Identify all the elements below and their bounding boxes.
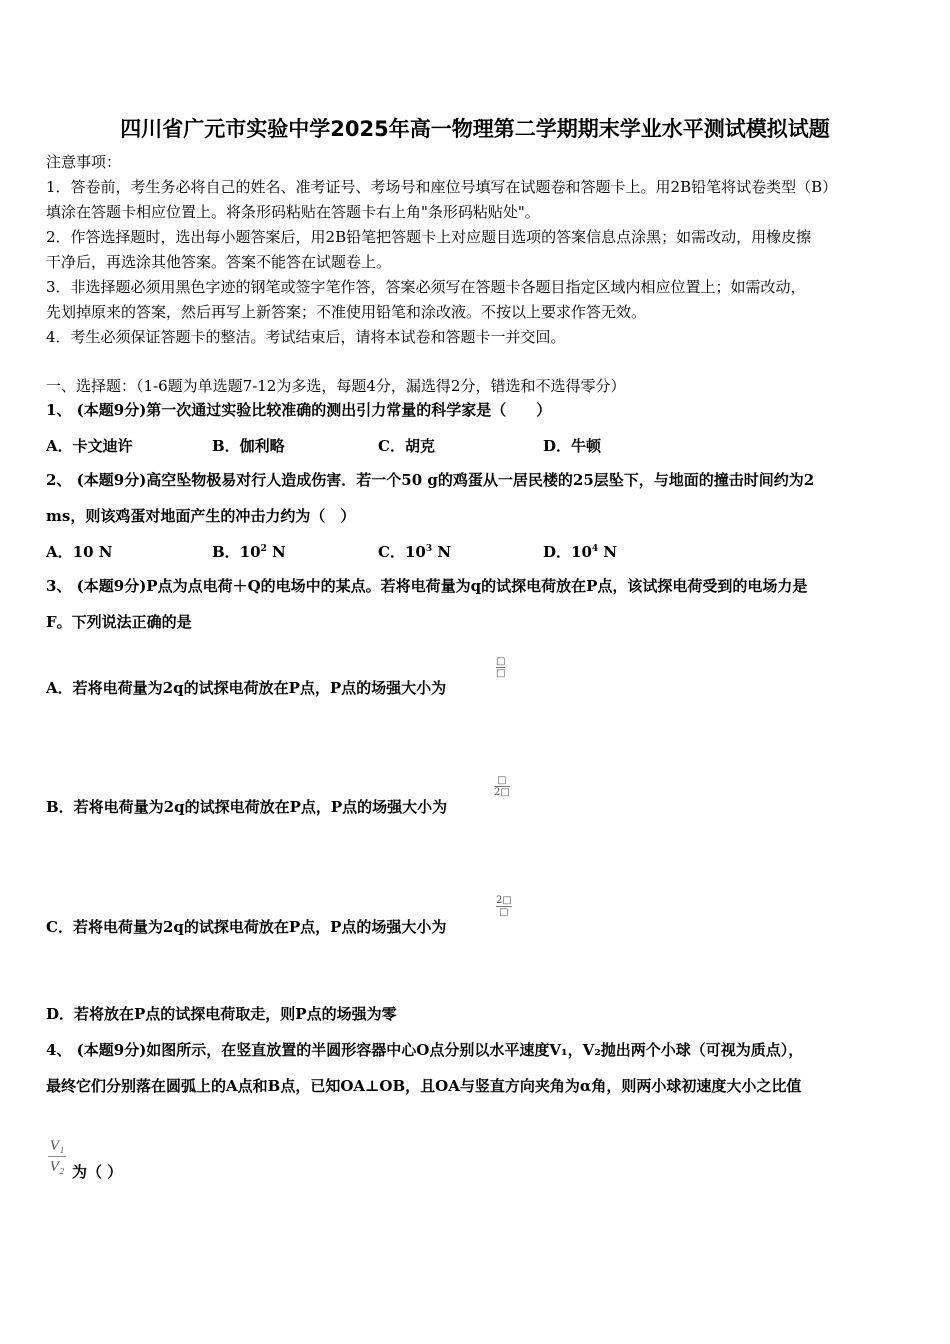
exponent: 3: [425, 544, 433, 554]
q1-option-a: A．卡文迪许: [46, 437, 133, 455]
q3-option-c: C．若将电荷量为2q的试探电荷放在P点，P点的场强大小为: [46, 918, 447, 936]
fraction-b: [494, 775, 510, 798]
q2-option-c: [378, 541, 451, 562]
q3-option-a: A．若将电荷量为2q的试探电荷放在P点，P点的场强大小为: [46, 679, 447, 697]
q2-option-d: [543, 541, 617, 562]
q3-option-d: D．若将放在P点的试探电荷取走，则P点的场强为零: [46, 1005, 397, 1023]
q2-option-b: [212, 541, 286, 562]
note-line: 先划掉原来的答案，然后再写上新答案；不准使用铅笔和涂改液。不按以上要求作答无效。: [46, 303, 647, 321]
question-4-tail: 为（ ）: [72, 1163, 123, 1181]
note-line: 3．非选择题必须用黑色字迹的钢笔或签字笔作答，答案必须写在答题卡各题目指定区域内相应位置上；如需改动，: [46, 278, 806, 296]
option-text: C．10: [378, 543, 426, 561]
numerator: □: [496, 656, 506, 667]
page-title: 四川省广元市实验中学2025年高一物理第二学期期末学业水平测试模拟试题: [120, 117, 830, 141]
note-line: 1．答卷前，考生务必将自己的姓名、准考证号、考场号和座位号填写在试题卷和答题卡上。用2B铅笔将试卷类型（B）: [46, 178, 838, 196]
denominator: □: [496, 668, 506, 679]
unit: N: [598, 543, 618, 561]
question-2-stem-cont: ms，则该鸡蛋对地面产生的冲击力约为（ ）: [46, 507, 356, 525]
q1-option-c: C．胡克: [378, 437, 435, 455]
note-line: 填涂在答题卡相应位置上。将条形码粘贴在答题卡右上角"条形码粘贴处"。: [46, 203, 540, 221]
section-heading: 一、选择题：（1-6题为单选题7-12为多选，每题4分，漏选得2分，错选和不选得零分）: [46, 377, 626, 395]
question-2-stem: 2、 (本题9分)高空坠物极易对行人造成伤害．若一个50 g的鸡蛋从一居民楼的25层坠下，与地面的撞击时间约为2: [46, 471, 815, 489]
unit: N: [432, 543, 452, 561]
denominator: V₂: [49, 1159, 65, 1175]
question-3-stem: 3、 (本题9分)P点为点电荷＋Q的电场中的某点。若将电荷量为q的试探电荷放在P点，该试探电荷受到的电场力是: [46, 577, 808, 595]
unit: N: [266, 543, 286, 561]
numerator: □: [497, 775, 507, 786]
exponent: 4: [591, 544, 599, 554]
question-3-stem-cont: F。下列说法正确的是: [46, 613, 192, 631]
q3-option-b: B．若将电荷量为2q的试探电荷放在P点，P点的场强大小为: [46, 798, 448, 816]
numerator: 2□: [496, 895, 512, 906]
q1-option-d: D．牛顿: [543, 437, 602, 455]
option-text: B．10: [212, 543, 261, 561]
fraction-c: [496, 895, 512, 918]
question-4-stem-cont: 最终它们分别落在圆弧上的A点和B点，已知OA⊥OB，且OA与竖直方向夹角为α角，则两小球初速度大小之比值: [46, 1077, 802, 1095]
option-text: D．10: [543, 543, 592, 561]
q1-option-b: B．伽利略: [212, 437, 285, 455]
velocity-ratio-fraction: [48, 1136, 66, 1177]
numerator: V₁: [49, 1138, 65, 1154]
denominator: □: [499, 907, 509, 918]
note-line: 4．考生必须保证答题卡的整洁。考试结束后，请将本试卷和答题卡一并交回。: [46, 328, 566, 346]
question-1-stem: 1、 (本题9分)第一次通过实验比较准确的测出引力常量的科学家是（ ）: [46, 401, 552, 419]
fraction-a: [496, 656, 505, 679]
q2-option-a: A．10 N: [46, 543, 113, 561]
note-line: 干净后，再选涂其他答案。答案不能答在试题卷上。: [46, 253, 392, 271]
question-4-stem: 4、 (本题9分)如图所示，在竖直放置的半圆形容器中心O点分别以水平速度V₁，V₂抛出两个小球（可视为质点），: [46, 1041, 804, 1059]
denominator: 2□: [494, 787, 510, 798]
exponent: 2: [260, 544, 267, 554]
note-line: 2．作答选择题时，选出每小题答案后，用2B铅笔把答题卡上对应题目选项的答案信息点涂黑；如需改动，用橡皮擦: [46, 228, 812, 246]
notes-heading: 注意事项：: [46, 153, 122, 171]
